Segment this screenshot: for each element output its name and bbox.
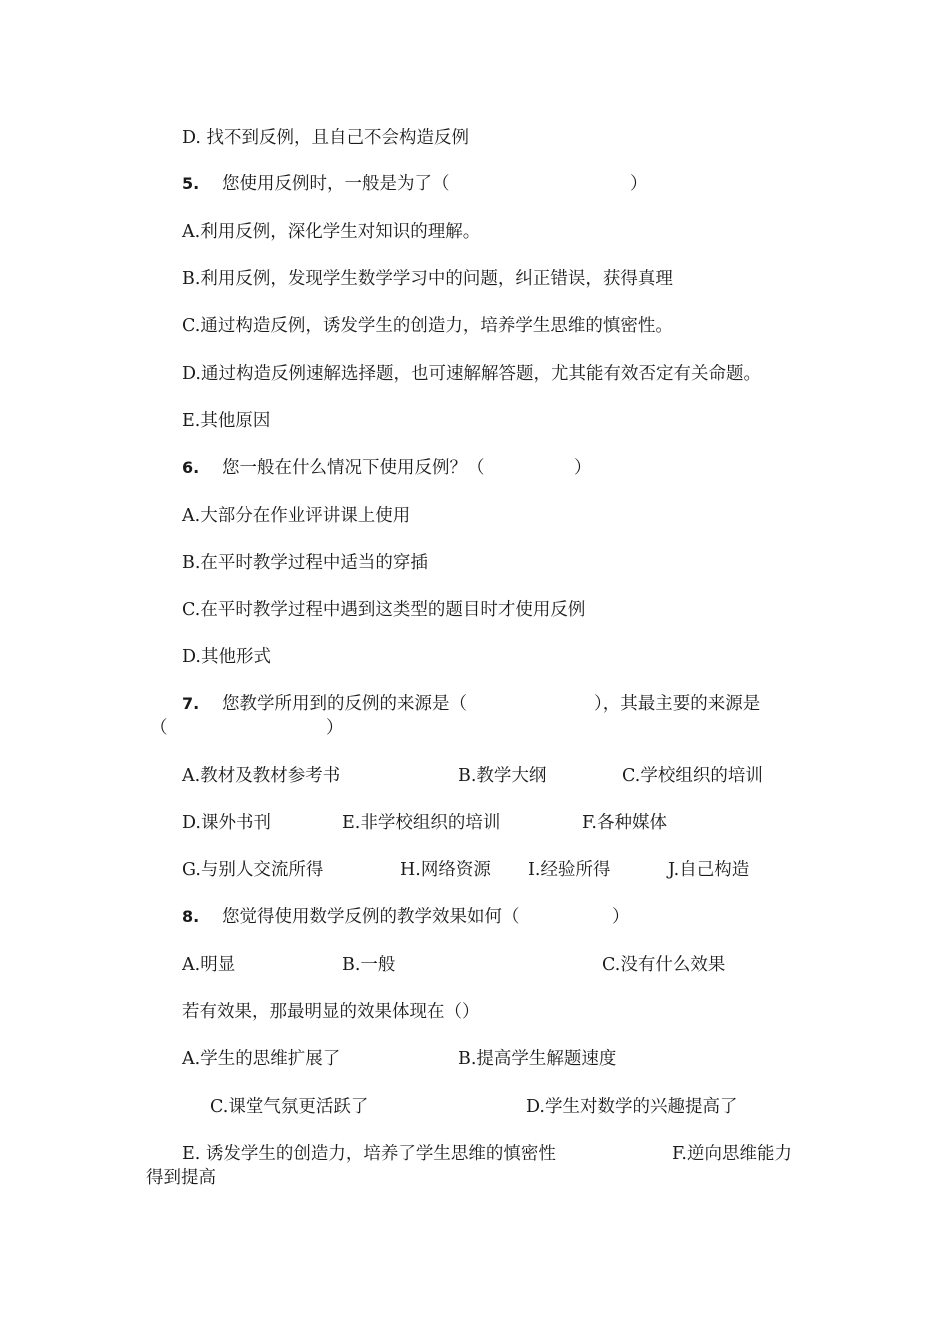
q7-option-i: I.经验所得 xyxy=(528,860,611,880)
question-7-text: 您教学所用到的反例的来源是（ xyxy=(222,694,467,714)
question-5-number: 5. xyxy=(182,174,200,193)
q5-option-a: A.利用反例，深化学生对知识的理解。 xyxy=(182,222,481,242)
q6-option-a: A.大部分在作业评讲课上使用 xyxy=(182,506,411,526)
q6-option-b: B.在平时教学过程中适当的穿插 xyxy=(182,553,428,573)
question-7-number: 7. xyxy=(182,694,200,713)
q7-option-a: A.教材及教材参考书 xyxy=(182,766,341,786)
q8-option-c: C.没有什么效果 xyxy=(602,955,726,975)
question-5-close: ） xyxy=(630,174,648,194)
q8-follow-option-c: C.课堂气氛更活跃了 xyxy=(210,1097,369,1117)
q7-option-h: H.网络资源 xyxy=(400,860,491,880)
q5-option-e: E.其他原因 xyxy=(182,411,271,431)
question-7-mid: ），其最主要的来源是 xyxy=(594,694,761,714)
q5-option-b: B.利用反例，发现学生数学学习中的问题，纠正错误，获得真理 xyxy=(182,269,673,289)
q8-follow-option-d: D.学生对数学的兴趣提高了 xyxy=(526,1097,738,1117)
q5-option-d: D.通过构造反例速解选择题，也可速解解答题，尤其能有效否定有关命题。 xyxy=(182,364,761,384)
question-7-close: ） xyxy=(326,718,344,738)
question-6-text: 您一般在什么情况下使用反例？（ xyxy=(222,458,485,478)
question-5-text: 您使用反例时，一般是为了（ xyxy=(222,174,450,194)
q5-option-c: C.通过构造反例，诱发学生的创造力，培养学生思维的慎密性。 xyxy=(182,316,673,336)
q7-option-j: J.自己构造 xyxy=(668,860,750,880)
q8-follow-option-a: A.学生的思维扩展了 xyxy=(182,1049,341,1069)
q6-option-d: D.其他形式 xyxy=(182,647,271,667)
q4-option-d: D. 找不到反例，且自己不会构造反例 xyxy=(182,128,470,148)
q7-option-b: B.教学大纲 xyxy=(458,766,547,786)
q8-option-b: B.一般 xyxy=(342,955,396,975)
question-7-open: （ xyxy=(150,718,168,738)
question-8-close: ） xyxy=(612,907,630,927)
question-8-text: 您觉得使用数学反例的教学效果如何（ xyxy=(222,907,520,927)
q8-follow-option-e: E. 诱发学生的创造力，培养了学生思维的慎密性 xyxy=(182,1144,556,1164)
q6-option-c: C.在平时教学过程中遇到这类型的题目时才使用反例 xyxy=(182,600,586,620)
q7-option-c: C.学校组织的培训 xyxy=(622,766,763,786)
question-8-number: 8. xyxy=(182,907,200,926)
question-6-number: 6. xyxy=(182,458,200,477)
q8-follow-option-b: B.提高学生解题速度 xyxy=(458,1049,617,1069)
question-6-close: ） xyxy=(574,458,592,478)
q8-follow-option-f-continued: 得到提高 xyxy=(146,1168,216,1188)
q7-option-e: E.非学校组织的培训 xyxy=(342,813,501,833)
q7-option-f: F.各种媒体 xyxy=(582,813,667,833)
q8-follow-option-f: F.逆向思维能力 xyxy=(672,1144,792,1164)
q7-option-g: G.与别人交流所得 xyxy=(182,860,324,880)
q8-follow-up: 若有效果，那最明显的效果体现在（） xyxy=(182,1002,480,1022)
q8-option-a: A.明显 xyxy=(182,955,236,975)
q7-option-d: D.课外书刊 xyxy=(182,813,271,833)
